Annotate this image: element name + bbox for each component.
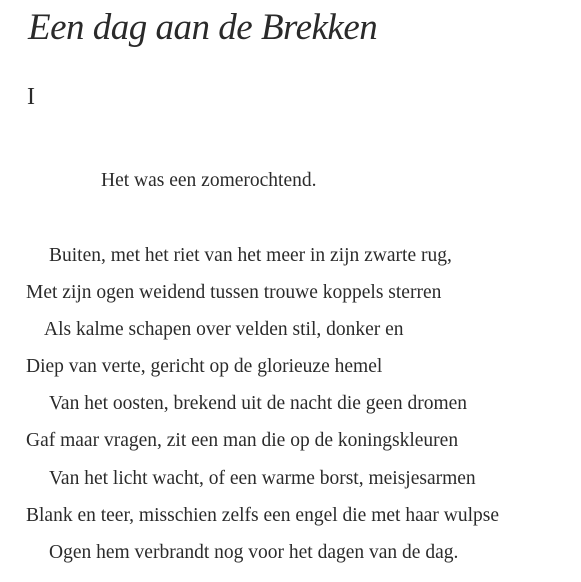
poem-line-6: Gaf maar vragen, zit een man die op de koningskleuren	[26, 430, 459, 452]
poem-line-3: Als kalme schapen over velden stil, donker en	[44, 319, 404, 341]
section-number: I	[27, 84, 35, 110]
poem-line-9: Ogen hem verbrandt nog voor het dagen van de dag.	[49, 541, 459, 563]
poem-line-7: Van het licht wacht, of een warme borst, meisjesarmen	[49, 467, 476, 489]
poem-line-1: Buiten, met het riet van het meer in zijn zwarte rug,	[49, 245, 452, 266]
poem-stanza	[0, 241, 581, 575]
poem-title: Een dag aan de Brekken	[28, 7, 378, 48]
poem-line-4: Diep van verte, gericht op de glorieuze hemel	[26, 356, 383, 378]
poem-intro-line: Het was een zomerochtend.	[101, 170, 317, 191]
poem-line-5: Van het oosten, brekend uit de nacht die geen dromen	[49, 393, 468, 415]
poem-line-8: Blank en teer, misschien zelfs een engel die met haar wulpse	[26, 504, 499, 526]
poem-line-2: Met zijn ogen weidend tussen trouwe koppels sterren	[26, 282, 442, 304]
